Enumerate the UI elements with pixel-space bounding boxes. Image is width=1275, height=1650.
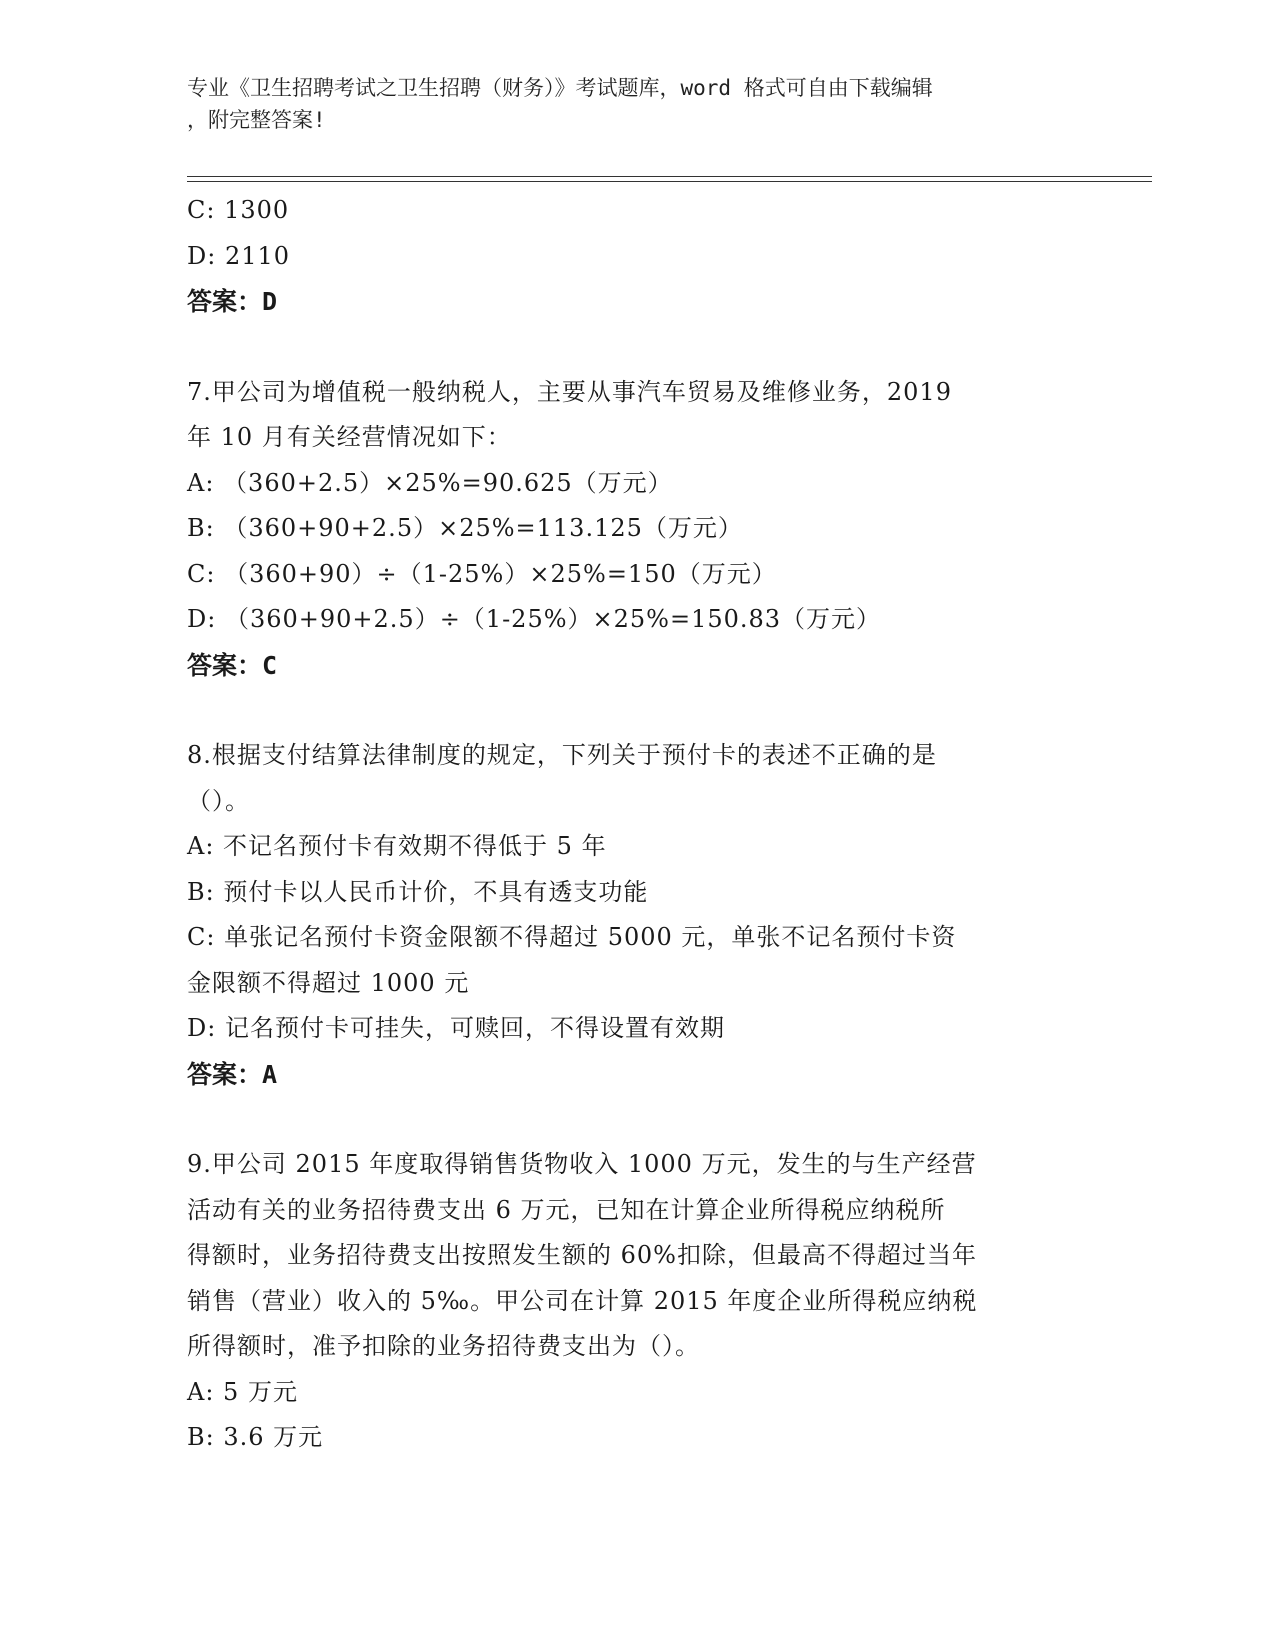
- question-stem: 活动有关的业务招待费支出 6 万元，已知在计算企业所得税应纳税所: [187, 1195, 946, 1224]
- question-stem: 年 10 月有关经营情况如下：: [187, 423, 512, 451]
- header-divider-bottom: [187, 181, 1152, 182]
- question-stem: 所得额时，准予扣除的业务招待费支出为（）。: [187, 1332, 700, 1360]
- answer: 答案：A: [187, 1059, 278, 1089]
- option-b: B: （360+90+2.5）×25%=113.125（万元）: [187, 514, 743, 542]
- option-c-continued: 金限额不得超过 1000 元: [187, 968, 470, 997]
- option-c: C: 单张记名预付卡资金限额不得超过 5000 元，单张不记名预付卡资: [187, 923, 957, 951]
- option-a: A: 不记名预付卡有效期不得低于 5 年: [187, 832, 607, 860]
- option-c: C: 1300: [187, 196, 290, 224]
- question-stem: 9.甲公司 2015 年度取得销售货物收入 1000 万元，发生的与生产经营: [187, 1150, 977, 1178]
- question-6-tail: [187, 188, 1087, 325]
- answer: 答案：C: [187, 650, 278, 680]
- option-c: C: （360+90）÷（1-25%）×25%=150（万元）: [187, 559, 777, 588]
- option-a: A: （360+2.5）×25%=90.625（万元）: [187, 468, 673, 497]
- question-stem: 得额时，业务招待费支出按照发生额的 60%扣除，但最高不得超过当年: [187, 1241, 977, 1269]
- option-d: D: 2110: [187, 241, 291, 270]
- question-content: [187, 188, 1087, 1461]
- header-line-1: 专业《卫生招聘考试之卫生招聘（财务）》考试题库，word 格式可自由下载编辑: [187, 76, 933, 100]
- header-divider-top: [187, 176, 1152, 177]
- question-8: [187, 733, 1087, 1097]
- option-d: D: 记名预付卡可挂失，可赎回，不得设置有效期: [187, 1014, 725, 1042]
- option-b: B: 预付卡以人民币计价，不具有透支功能: [187, 877, 649, 906]
- question-7: [187, 370, 1087, 689]
- option-d: D: （360+90+2.5）÷（1-25%）×25%=150.83（万元）: [187, 605, 882, 633]
- question-9: [187, 1142, 1087, 1461]
- header-line-2: ，附完整答案!: [187, 108, 326, 132]
- question-stem: 7.甲公司为增值税一般纳税人，主要从事汽车贸易及维修业务，2019: [187, 377, 952, 406]
- option-a: A: 5 万元: [187, 1377, 298, 1406]
- question-stem: 销售（营业）收入的 5‰。甲公司在计算 2015 年度企业所得税应纳税: [187, 1286, 978, 1315]
- question-stem: （）。: [187, 786, 250, 815]
- document-header: [187, 72, 1067, 136]
- answer: 答案：D: [187, 287, 278, 316]
- question-stem: 8.根据支付结算法律制度的规定，下列关于预付卡的表述不正确的是: [187, 741, 937, 769]
- option-b: B: 3.6 万元: [187, 1423, 324, 1451]
